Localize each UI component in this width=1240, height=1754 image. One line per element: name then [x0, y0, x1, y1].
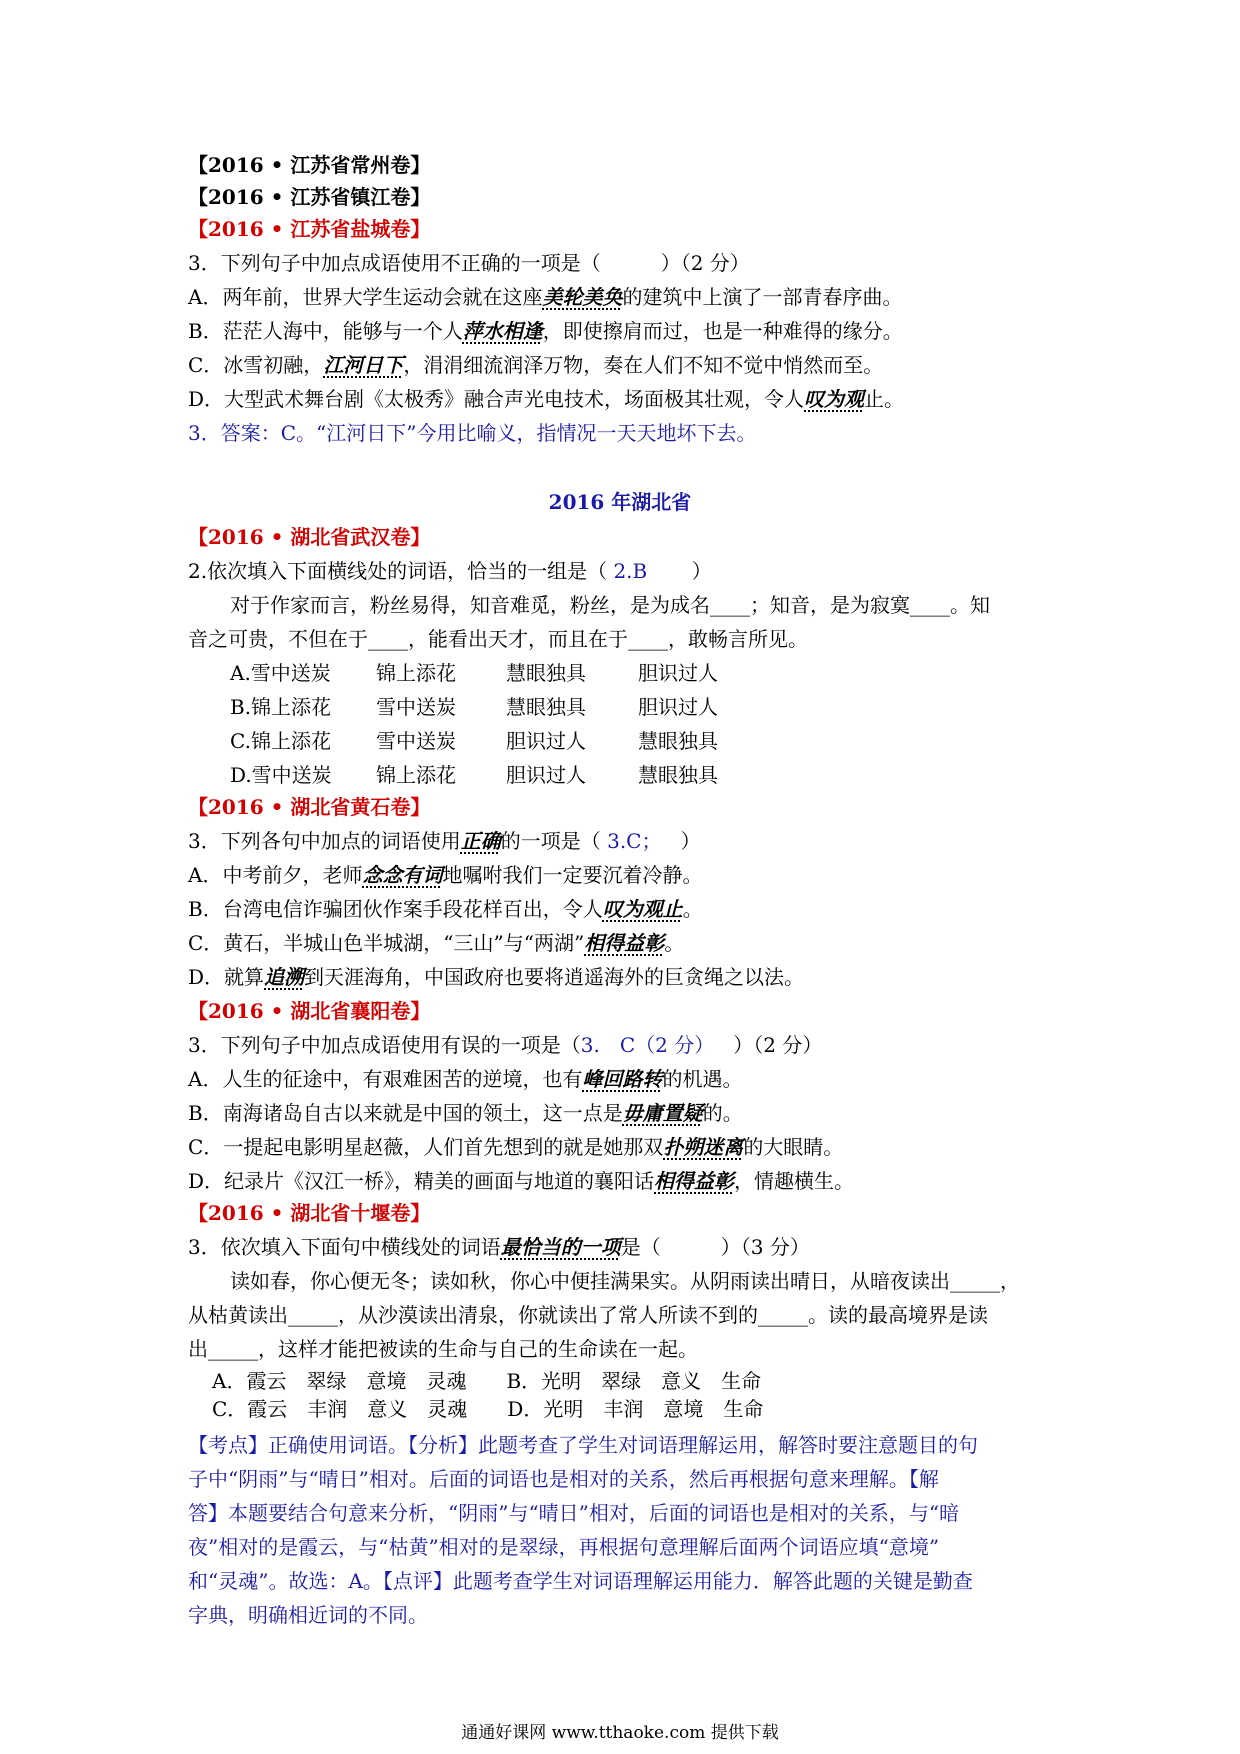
shiyan-passage-line-3: 出_____，这样才能把被读的生命与自己的生命读在一起。 [188, 1337, 698, 1361]
wuhan-passage-line-1: 对于作家而言，粉丝易得，知音难觅，粉丝，是为成名____；知音，是为寂寞____。知 [230, 593, 990, 617]
shiyan-analysis-line-5: 和“灵魂”。故选：A。【点评】此题考查学生对词语理解运用能力．解答此题的关键是勤查 [188, 1569, 973, 1593]
yancheng-answer: 3．答案：C。“江河日下”今用比喻义，指情况一天天地坏下去。 [188, 421, 757, 445]
shiyan-options-line-1: A．霞云 翠绿 意境 灵魂 B．光明 翠绿 意义 生命 [212, 1369, 762, 1393]
yancheng-option-b: B．茫茫人海中，能够与一个人萍水相逢，即使擦肩而过，也是一种难得的缘分。 [188, 319, 903, 343]
huangshi-question-stem: 3．下列各句中加点的词语使用正确的一项是（ 3.C； ） [188, 829, 701, 853]
wuhan-option-d: D.雪中送炭 锦上添花 胆识过人 慧眼独具 [230, 763, 718, 787]
header-huangshi: 【2016 • 湖北省黄石卷】 [188, 795, 431, 819]
header-shiyan: 【2016 • 湖北省十堰卷】 [188, 1201, 431, 1225]
wuhan-option-a: A.雪中送炭 锦上添花 慧眼独具 胆识过人 [230, 661, 718, 685]
xiangyang-option-b: B．南海诸岛自古以来就是中国的领土，这一点是毋庸置疑的。 [188, 1101, 743, 1125]
huangshi-option-d: D．就算追溯到天涯海角，中国政府也要将逍遥海外的巨贪绳之以法。 [188, 965, 805, 989]
shiyan-options-line-2: C．霞云 丰润 意义 灵魂 D．光明 丰润 意境 生命 [212, 1397, 764, 1421]
wuhan-option-b: B.锦上添花 雪中送炭 慧眼独具 胆识过人 [230, 695, 718, 719]
shiyan-analysis-line-4: 夜”相对的是霞云，与“枯黄”相对的是翠绿，再根据句意理解后面两个词语应填“意境” [188, 1535, 940, 1559]
wuhan-option-c: C.锦上添花 雪中送炭 胆识过人 慧眼独具 [230, 729, 718, 753]
yancheng-option-c: C．冰雪初融，江河日下，涓涓细流润泽万物，奏在人们不知不觉中悄然而至。 [188, 353, 884, 377]
header-wuhan: 【2016 • 湖北省武汉卷】 [188, 525, 431, 549]
page-footer: 通通好课网 www.tthaoke.com 提供下载 [461, 1723, 779, 1743]
wuhan-question-stem: 2.依次填入下面横线处的词语，恰当的一组是（ 2.B ） [188, 559, 712, 583]
yancheng-option-a: A．两年前，世界大学生运动会就在这座美轮美奂的建筑中上演了一部青春序曲。 [188, 285, 903, 309]
shiyan-question-stem: 3．依次填入下面句中横线处的词语最恰当的一项是（ ）（3 分） [188, 1235, 810, 1259]
header-xiangyang: 【2016 • 湖北省襄阳卷】 [188, 999, 431, 1023]
shiyan-analysis-line-1: 【考点】正确使用词语。【分析】此题考查了学生对词语理解运用，解答时要注意题目的句 [188, 1433, 978, 1457]
huangshi-option-b: B．台湾电信诈骗团伙作案手段花样百出，令人叹为观止。 [188, 897, 703, 921]
header-changzhou: 【2016 • 江苏省常州卷】 [188, 153, 431, 177]
xiangyang-question-stem: 3．下列句子中加点成语使用有误的一项是（3. C（2 分） ）（2 分） [188, 1033, 823, 1057]
shiyan-analysis-line-3: 答】本题要结合句意来分析，“阴雨”与“晴日”相对，后面的词语也是相对的关系，与“暗 [188, 1501, 960, 1525]
huangshi-option-c: C．黄石，半城山色半城湖，“三山”与“两湖”相得益彰。 [188, 931, 685, 955]
xiangyang-option-d: D．纪录片《汉江一桥》，精美的画面与地道的襄阳话相得益彰，情趣横生。 [188, 1169, 855, 1193]
section-title: 2016 年湖北省 [548, 490, 692, 514]
shiyan-passage-line-1: 读如春，你心便无冬；读如秋，你心中便挂满果实。从阴雨读出晴日，从暗夜读出_____， [230, 1269, 1020, 1293]
huangshi-option-a: A．中考前夕，老师念念有词地嘱咐我们一定要沉着冷静。 [188, 863, 703, 887]
header-yancheng: 【2016 • 江苏省盐城卷】 [188, 217, 431, 241]
shiyan-analysis-line-6: 字典，明确相近词的不同。 [188, 1603, 428, 1627]
xiangyang-option-a: A．人生的征途中，有艰难困苦的逆境，也有峰回路转的机遇。 [188, 1067, 743, 1091]
wuhan-passage-line-2: 音之可贵，不但在于____，能看出天才，而且在于____，敢畅言所见。 [188, 627, 808, 651]
header-zhenjiang: 【2016 • 江苏省镇江卷】 [188, 185, 431, 209]
yancheng-question-stem: 3．下列句子中加点成语使用不正确的一项是（ ）（2 分） [188, 251, 750, 275]
shiyan-analysis-line-2: 子中“阴雨”与“晴日”相对。后面的词语也是相对的关系，然后再根据句意来理解。【解 [188, 1467, 939, 1491]
yancheng-option-d: D．大型武术舞台剧《太极秀》融合声光电技术，场面极其壮观，令人叹为观止。 [188, 387, 905, 411]
xiangyang-option-c: C．一提起电影明星赵薇，人们首先想到的就是她那双扑朔迷离的大眼睛。 [188, 1135, 844, 1159]
shiyan-passage-line-2: 从枯黄读出_____，从沙漠读出清泉，你就读出了常人所读不到的_____。读的最高境界是读 [188, 1303, 988, 1327]
